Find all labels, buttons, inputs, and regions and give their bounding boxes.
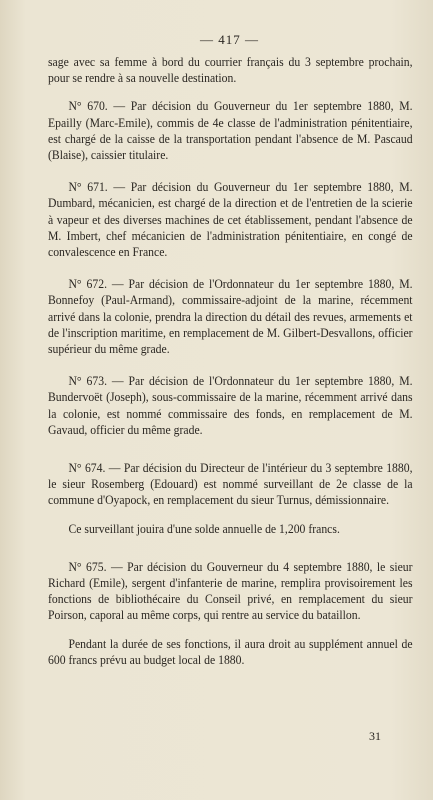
signature-mark: 31 [369,729,381,743]
paragraph-continuation: sage avec sa femme à bord du courrier français du 3 septembre prochain, pour se rendre à sa nouvelle destination. [48,55,413,86]
paragraph-674: N° 674. — Par décision du Directeur de l'intérieur du 3 septembre 1880, le sieur Rosemberg (Edouard) est nommé surveillant de 2e classe de la commune d'Oyapock, en remplacement du sieur Turnus, démissionnaire. [48,461,413,508]
paragraph-674-salary: Ce surveillant jouira d'une solde annuelle de 1,200 francs. [68,521,340,536]
paragraph-673: N° 673. — Par décision de l'Ordonnateur du 1er septembre 1880, M. Bundervoët (Joseph), sous-commissaire de la marine, récemment arrivé dans la colonie, est nommé commissaire des fonds, en remplacement de M. Gavaud, officier du même grade. [48,374,413,437]
paragraph-675-supplement: Pendant la durée de ses fonctions, il aura droit au supplément annuel de 600 francs prévu au budget local de 1880. [48,636,413,667]
paragraph-672: N° 672. — Par décision de l'Ordonnateur du 1er septembre 1880, M. Bonnefoy (Paul-Armand), commissaire-adjoint de la marine, récemment arrivé dans la colonie, prendra la direction du détail des revues, armements et de l'inscription maritime, en remplacement de M. Gilbert-Desvallons, officier supérieur du même grade. [48,277,413,357]
paragraph-675: N° 675. — Par décision du Gouverneur du 4 septembre 1880, le sieur Richard (Emile), sergent d'infanterie de marine, remplira provisoirement les fonctions de bibliothécaire du Conseil privé, en remplacement du sieur Poirson, caporal au même corps, qui rentre au service du bataillon. [48,559,413,623]
paragraph-671: N° 671. — Par décision du Gouverneur du 1er septembre 1880, M. Dumbard, mécanicien, est chargé de la direction et de l'entretien de la scierie à vapeur et des diverses machines de cet établissement, pendant l'absence de M. Imbert, chef mécanicien de l'administration pénitentiaire, en congé de convalescence en France. [48,180,413,260]
paragraph-670: N° 670. — Par décision du Gouverneur du 1er septembre 1880, M. Epailly (Marc-Emile), commis de 4e classe de l'administration pénitentiaire, est chargé de la caisse de la transportation pendant l'absence de M. Pascaud (Blaise), caissier titulaire. [48,99,413,163]
page-number: — 417 — [200,32,259,47]
